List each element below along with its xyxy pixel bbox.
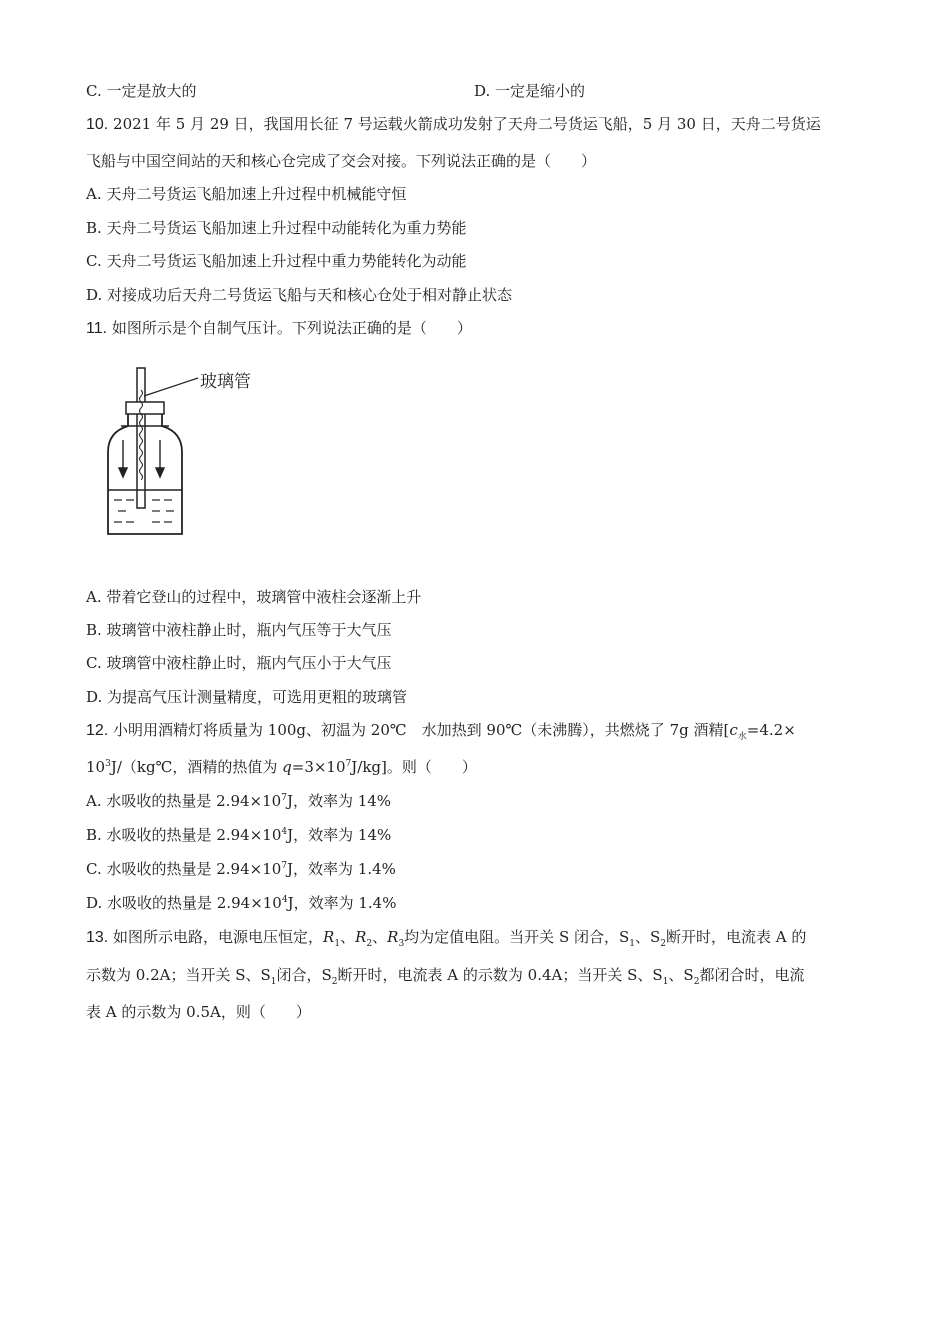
- q13-s2-sub-3: 2: [693, 977, 700, 987]
- q13-text-8: 、S: [668, 966, 694, 984]
- q13-text-6: 闭合，S: [276, 966, 332, 984]
- q12-option-a: [86, 790, 391, 812]
- q13-r3-sub: 3: [398, 939, 405, 949]
- q11-number: 11.: [86, 320, 108, 337]
- q12-d-exp: 4: [281, 895, 288, 905]
- q13-text-1: 如图所示电路，电源电压恒定，: [113, 928, 324, 946]
- q13-r1-sub: 1: [334, 939, 341, 949]
- q13-stem-line1: [86, 926, 806, 949]
- q13-stem-line3: 表 A 的示数为 0.5A，则（ ）: [86, 1003, 311, 1021]
- q13-text-3: 、S: [635, 928, 661, 946]
- q12-b-pre: B. 水吸收的热量是 2.94×10: [86, 826, 282, 844]
- q13-r2-sub: 2: [366, 939, 373, 949]
- q12-c-exp: 7: [281, 861, 288, 871]
- q12-d-pre: D. 水吸收的热量是 2.94×10: [86, 894, 282, 912]
- q12-text-5: =3×10: [291, 758, 346, 776]
- q13-r3-symbol: R: [387, 928, 399, 946]
- q12-option-d: [86, 892, 396, 914]
- q12-b-post: J，效率为 14%: [287, 826, 392, 844]
- q10-option-a: A. 天舟二号货运飞船加速上升过程中机械能守恒: [86, 185, 407, 203]
- q13-r2-symbol: R: [355, 928, 367, 946]
- q12-text-6: J/kg]。则（ ）: [351, 758, 477, 776]
- q13-text-9: 都闭合时，电流: [699, 966, 805, 984]
- q12-q-symbol: q: [282, 758, 292, 776]
- q11-option-a: A. 带着它登山的过程中，玻璃管中液柱会逐渐上升: [86, 588, 422, 606]
- q12-c-symbol: c: [729, 721, 738, 739]
- q12-text-1: 小明用酒精灯将质量为 100g、初温为 20℃ 水加热到 90℃（未沸腾），共燃烧了 7g 酒精[: [113, 721, 730, 739]
- q11-option-b: B. 玻璃管中液柱静止时，瓶内气压等于大气压: [86, 621, 392, 639]
- q13-r1-symbol: R: [323, 928, 335, 946]
- q13-s2-sub-2: 2: [331, 977, 338, 987]
- q13-stem-line2: [86, 964, 804, 986]
- q12-a-exp: 7: [281, 793, 287, 803]
- q12-number: 12.: [86, 722, 109, 739]
- q11-stem: [86, 317, 472, 340]
- q12-option-c: [86, 858, 396, 880]
- q13-number: 13.: [86, 929, 109, 946]
- q12-c-post: J，效率为 1.4%: [287, 860, 396, 878]
- q9-option-c: C. 一定是放大的: [86, 82, 197, 100]
- q11-option-c: C. 玻璃管中液柱静止时，瓶内气压小于大气压: [86, 654, 392, 672]
- q12-stem-line2: [86, 756, 477, 778]
- q13-text-4: 断开时，电流表 A 的: [666, 928, 807, 946]
- q13-s1-sub: 1: [629, 939, 635, 949]
- q10-option-b: B. 天舟二号货运飞船加速上升过程中动能转化为重力势能: [86, 219, 467, 237]
- q12-option-b: [86, 824, 391, 846]
- q13-text-5: 示数为 0.2A；当开关 S、S: [86, 966, 271, 984]
- q12-b-exp: 4: [281, 827, 288, 837]
- glass-tube-label: 玻璃管: [200, 372, 251, 392]
- q12-text-4: J/（kg℃，酒精的热值为: [110, 758, 283, 776]
- q12-stem-line1: [86, 719, 796, 742]
- q13-text-2: 均为定值电阻。当开关 S 闭合，S: [404, 928, 630, 946]
- q12-d-post: J，效率为 1.4%: [287, 894, 397, 912]
- q13-sep-1: 、: [340, 928, 356, 946]
- q13-sep-2: 、: [372, 928, 388, 946]
- q10-text-1: 2021 年 5 月 29 日，我国用长征 7 号运载火箭成功发射了天舟二号货运飞船，5 月 30 日，天舟二号货运: [113, 115, 821, 133]
- q12-water-subscript: 水: [737, 732, 747, 742]
- q13-s1-sub-3: 1: [662, 977, 669, 987]
- q9-option-d: D. 一定是缩小的: [474, 82, 586, 100]
- q13-text-7: 断开时，电流表 A 的示数为 0.4A；当开关 S、S: [337, 966, 663, 984]
- q13-s2-sub: 2: [660, 939, 667, 949]
- q12-a-pre: A. 水吸收的热量是 2.94×10: [86, 792, 282, 810]
- q12-c-pre: C. 水吸收的热量是 2.94×10: [86, 860, 282, 878]
- q10-option-d: D. 对接成功后天舟二号货运飞船与天和核心仓处于相对静止状态: [86, 286, 513, 304]
- q12-exp-7: 7: [345, 759, 352, 769]
- q10-option-c: C. 天舟二号货运飞船加速上升过程中重力势能转化为动能: [86, 252, 467, 270]
- q11-text: 如图所示是个自制气压计。下列说法正确的是（ ）: [111, 319, 472, 337]
- q10-stem-line1: [86, 113, 821, 136]
- q12-text-3: 10: [86, 758, 106, 776]
- q12-text-2: =4.2×: [746, 721, 796, 739]
- q10-number: 10.: [86, 116, 109, 133]
- q13-s1-sub-2: 1: [270, 977, 277, 987]
- q12-exp-3: 3: [105, 759, 111, 769]
- q10-stem-line2: 飞船与中国空间站的天和核心仓完成了交会对接。下列说法正确的是（ ）: [86, 152, 597, 170]
- q12-a-post: J，效率为 14%: [286, 792, 392, 810]
- q11-option-d: D. 为提高气压计测量精度，可选用更粗的玻璃管: [86, 688, 408, 706]
